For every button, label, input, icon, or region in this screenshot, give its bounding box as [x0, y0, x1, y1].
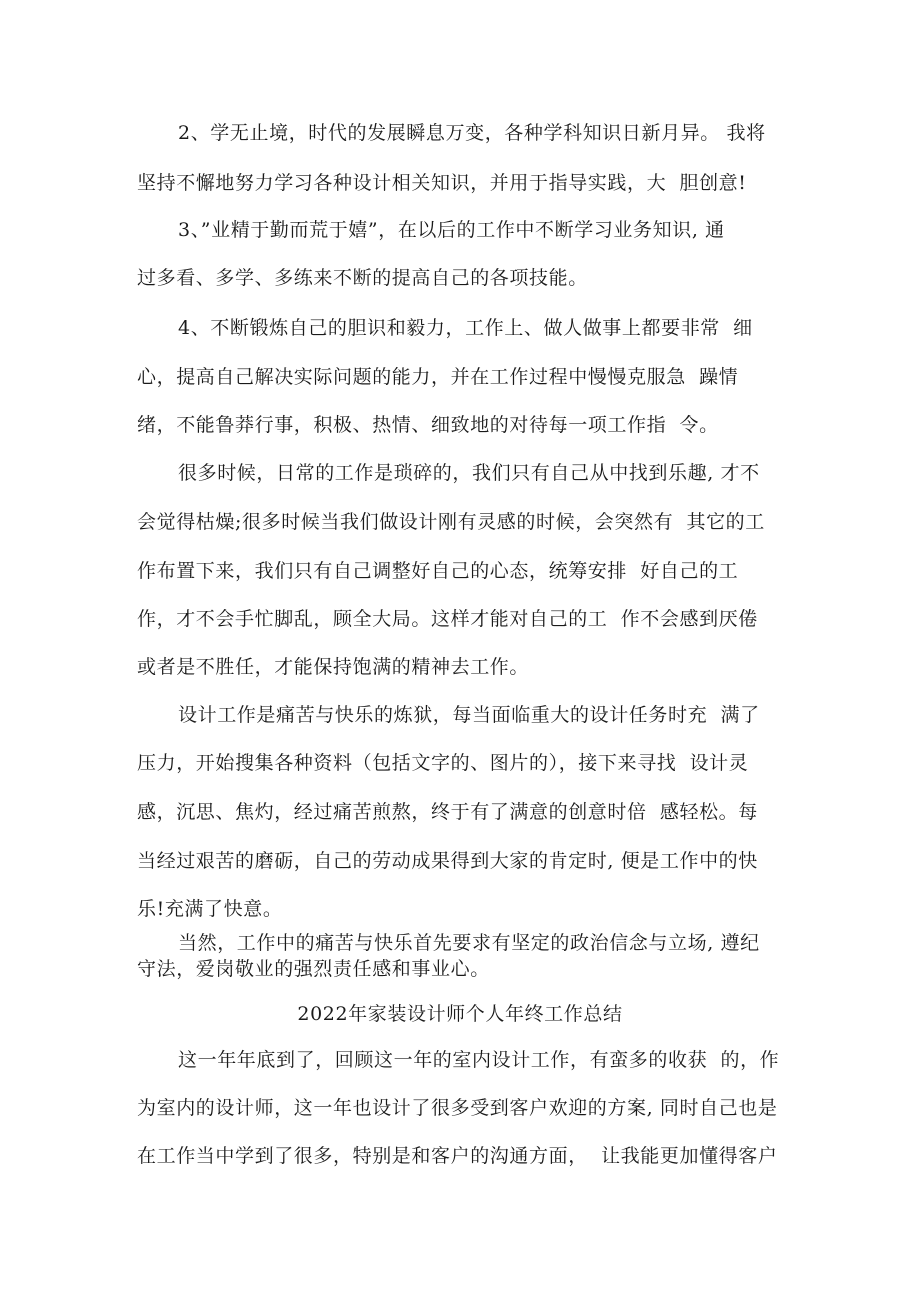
paragraph-5-line-1: 很多时候，日常的工作是琐碎的，我们只有自己从中找到乐趣, 才不	[178, 462, 760, 484]
paragraph-5-line-2: 会觉得枯燥;很多时候当我们做设计刚有灵感的时候，会突然有 其它的工	[137, 511, 765, 533]
paragraph-8-line-1: 这一年年底到了，回顾这一年的室内设计工作，有蛮多的收获 的，作	[178, 1049, 780, 1071]
paragraph-2-line-1: 2、学无止境，时代的发展瞬息万变，各种学科知识日新月异。 我将	[178, 122, 766, 144]
paragraph-4-line-3: 绪，不能鲁莽行事，积极、热情、细致地的对待每一项工作指 令。	[137, 414, 719, 436]
section-title: 2022年家装设计师个人年终工作总结	[297, 1003, 623, 1025]
paragraph-5-line-5: 或者是不胜任，才能保持饱满的精神去工作。	[137, 656, 530, 678]
paragraph-4-line-2: 心，提高自己解决实际问题的能力，并在工作过程中慢慢克服急 躁情	[137, 366, 739, 388]
paragraph-3-line-1: 3、”业精于勤而荒于嬉”，在以后的工作中不断学习业务知识, 通	[178, 219, 725, 241]
paragraph-6-line-2: 压力，开始搜集各种资料（包括文字的、图片的），接下来寻找 设计灵	[137, 752, 749, 774]
paragraph-2-line-2: 坚持不懈地努力学习各种设计相关知识，并用于指导实践，大 胆创意!	[137, 172, 747, 194]
paragraph-4-line-1: 4、不断锻炼自己的胆识和毅力，工作上、做人做事上都要非常 细	[178, 317, 753, 339]
paragraph-6-line-3: 感，沉思、焦灼，经过痛苦煎熬，终于有了满意的创意时倍 感轻松。每	[137, 801, 758, 823]
paragraph-5-line-4: 作，才不会手忙脚乱，顾全大局。这样才能对自己的工 作不会感到厌倦	[137, 608, 758, 630]
paragraph-6-line-1: 设计工作是痛苦与快乐的炼狱，每当面临重大的设计任务时充 满了	[178, 704, 760, 726]
paragraph-7-line-2: 守法，爱岗敬业的强烈责任感和事业心。	[137, 958, 490, 980]
paragraph-6-line-5: 乐!充满了快意。	[137, 898, 283, 920]
paragraph-3-line-2: 过多看、多学、多练来不断的提高自己的各项技能。	[137, 267, 588, 289]
paragraph-7-line-1: 当然，工作中的痛苦与快乐首先要求有坚定的政治信念与立场, 遵纪	[178, 932, 760, 954]
paragraph-8-line-3: 在工作当中学到了很多，特别是和客户的沟通方面， 让我能更加懂得客户	[137, 1145, 778, 1167]
paragraph-5-line-3: 作布置下来，我们只有自己调整好自己的心态，统筹安排 好自己的工	[137, 560, 739, 582]
paragraph-8-line-2: 为室内的设计师，这一年也设计了很多受到客户欢迎的方案, 同时自己也是	[137, 1097, 778, 1119]
paragraph-6-line-4: 当经过艰苦的磨砺，自己的劳动成果得到大家的肯定时, 便是工作中的快	[137, 850, 758, 872]
